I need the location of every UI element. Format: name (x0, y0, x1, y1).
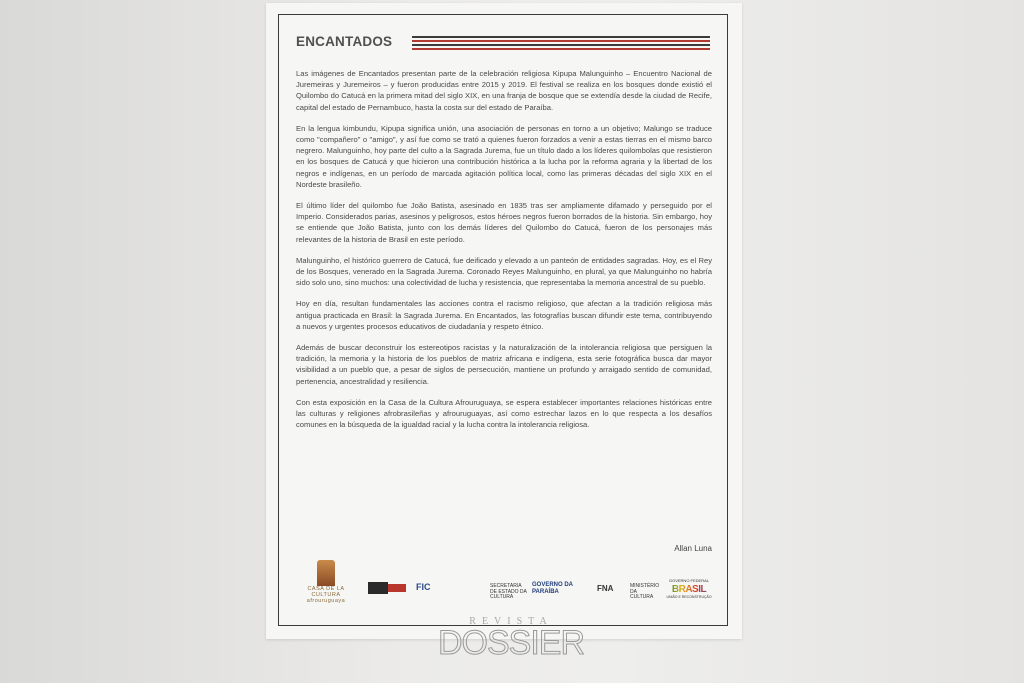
sponsor-logos (296, 560, 712, 610)
paragraph: Las imágenes de Encantados presentan parte de la celebración religiosa Kipupa Malunguinho – Encuentro Nacional de Juremeiras y Juremeiros – y fueron producidas entre 2015 y 2019. El festival se realiza en los bosques donde existió el Quilombo do Catucá en la primera mitad del siglo XIX, en una franja de bosque que se extendía desde la ciudad de Recife, capital del estado de Pernambuco, hasta la costa sur del estado de Paraíba. (296, 69, 712, 112)
ministerio-logo: MINISTÉRIO DA CULTURA (630, 583, 660, 600)
red-logo (388, 584, 406, 592)
paragraph: El último líder del quilombo fue João Batista, asesinado en 1835 tras ser ampliamente difamado y perseguido por el Imperio. Considerados parias, asesinos y peligrosos, estos héroes negros fueron borrados de la historia. Sin embargo, hoy se entiende que João Batista, junto con los demás líderes del Quilombo do Catucá, fueron de los personajes más relevantes de la historia de Brasil en este período. (296, 201, 712, 244)
panel-title: ENCANTADOS (296, 34, 393, 49)
black-logo (368, 582, 388, 594)
funarte-logo: FNA (597, 584, 614, 593)
decorative-stripes (412, 36, 710, 50)
paragraph: Hoy en día, resultan fundamentales las acciones contra el racismo religioso, que afectan a la tradición religiosa más antigua practicada en Brasil: la Sagrada Jurema. En Encantados, las fotografías buscan difundir este tema, contribuyendo a nuevos y urgentes procesos educativos de ciudadanía y respeto étnico. (296, 299, 712, 331)
governo-paraiba-logo: GOVERNO DA PARAÍBA (532, 582, 573, 595)
author-signature: Allan Luna (674, 544, 712, 553)
house-icon (317, 560, 335, 586)
paragraph: Con esta exposición en la Casa de la Cultura Afrouruguaya, se espera establecer importantes relaciones históricas entre las culturas y religiones afrobrasileñas y afrouruguayas, así como estrechar lazos en lo que respecta a los desafíos comunes en la búsqueda de la igualdad racial y la lucha contra la intolerancia religiosa. (296, 397, 712, 430)
panel-text (296, 68, 712, 440)
paragraph: Además de buscar deconstruir los estereotipos racistas y la naturalización de la intolerancia religiosa que persiguen la tradición, la memoria y la historia de los pueblos de matriz africana e indígena, esta serie fotográfica busca dar mayor visibilidad a un pueblo que, a pesar de siglos de persecución, mantiene un profundo y arraigado sentido de comunidad, pertenencia, ancestralidad y resiliencia. (296, 343, 712, 386)
casa-cultura-logo: CASA DE LA CULTURA afrouruguaya (296, 560, 356, 610)
panel-header (296, 34, 710, 54)
paragraph: En la lengua kimbundu, Kipupa significa unión, una asociación de personas en torno a un objetivo; Malungo se traduce como "compañero" o "amigo", y así fue como se trató a quienes fueron forzados a venir a estas tierras en el mismo barco negrero. Malunguinho, hoy parte del culto a la Sagrada Jurema, fue un título dado a los líderes quilombolas que resistieron en los bosques de Catucá y que hicieron una contribución histórica a la lucha por la reforma agraria y la libertad de los negros e indígenas, en un período de marcada agitación política local, como las primeras décadas del siglo XIX en el Nordeste brasileño. (296, 123, 712, 189)
paragraph: Malunguinho, el histórico guerrero de Catucá, fue deificado y elevado a un panteón de entidades sagradas. Hoy, es el Rey de los Bosques, venerado en la Sagrada Jurema. Coronado Reyes Malunguinho, en plural, ya que Malunguinho no habría sido solo uno, sino muchos: una colectividad de lucha y resistencia, que representaba la memoria ancestral de su pueblo. (296, 255, 712, 288)
watermark: REVISTA DOSSIER (437, 616, 585, 662)
governo-federal-logo: GOVERNO FEDERAL BRASIL UNIÃO E RECONSTRUÇÃO (666, 578, 712, 599)
secretaria-logo: SECRETARIA DE ESTADO DA CULTURA (490, 583, 527, 600)
fic-logo: FIC (416, 582, 431, 592)
